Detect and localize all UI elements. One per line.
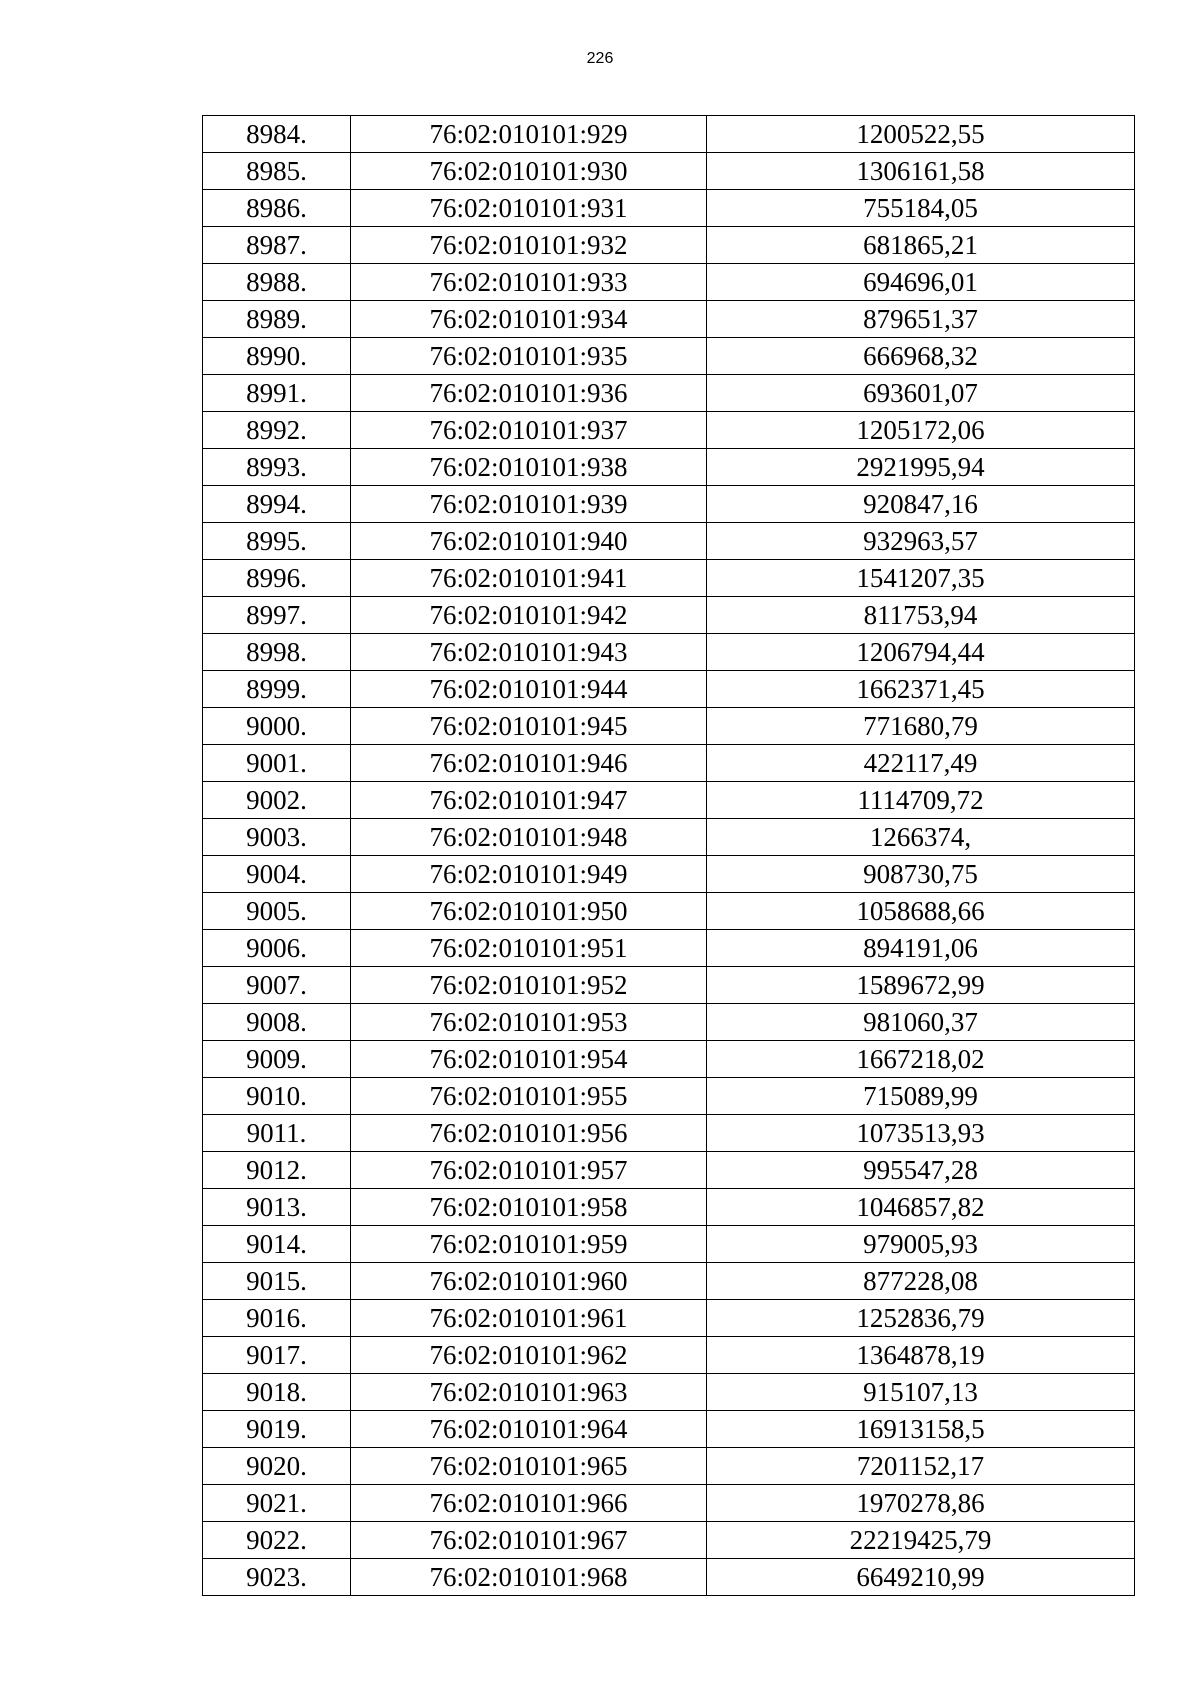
row-number-cell: 9004. <box>203 856 351 893</box>
row-number-cell: 9009. <box>203 1041 351 1078</box>
cadastral-value-cell: 1364878,19 <box>707 1337 1135 1374</box>
row-number-cell: 8992. <box>203 412 351 449</box>
row-number-cell: 9005. <box>203 893 351 930</box>
cadastral-number-cell: 76:02:010101:930 <box>351 153 707 190</box>
row-number-cell: 8990. <box>203 338 351 375</box>
table-row <box>203 1041 1135 1078</box>
table-row <box>203 1559 1135 1596</box>
row-number-cell: 9002. <box>203 782 351 819</box>
cadastral-value-cell: 1058688,66 <box>707 893 1135 930</box>
cadastral-number-cell: 76:02:010101:950 <box>351 893 707 930</box>
table-row <box>203 634 1135 671</box>
table-row <box>203 1300 1135 1337</box>
row-number-cell: 9018. <box>203 1374 351 1411</box>
row-number-cell: 8986. <box>203 190 351 227</box>
cadastral-value-cell: 1541207,35 <box>707 560 1135 597</box>
cadastral-value-cell: 995547,28 <box>707 1152 1135 1189</box>
cadastral-number-cell: 76:02:010101:937 <box>351 412 707 449</box>
cadastral-number-cell: 76:02:010101:942 <box>351 597 707 634</box>
table-row <box>203 264 1135 301</box>
table-row <box>203 1337 1135 1374</box>
cadastral-number-cell: 76:02:010101:960 <box>351 1263 707 1300</box>
table-row <box>203 856 1135 893</box>
row-number-cell: 8987. <box>203 227 351 264</box>
row-number-cell: 8993. <box>203 449 351 486</box>
row-number-cell: 9013. <box>203 1189 351 1226</box>
row-number-cell: 9019. <box>203 1411 351 1448</box>
cadastral-number-cell: 76:02:010101:932 <box>351 227 707 264</box>
table-row <box>203 116 1135 153</box>
table-row <box>203 153 1135 190</box>
cadastral-value-cell: 1114709,72 <box>707 782 1135 819</box>
cadastral-value-cell: 915107,13 <box>707 1374 1135 1411</box>
table-row <box>203 745 1135 782</box>
row-number-cell: 9022. <box>203 1522 351 1559</box>
cadastral-value-cell: 920847,16 <box>707 486 1135 523</box>
table-row <box>203 1522 1135 1559</box>
cadastral-number-cell: 76:02:010101:951 <box>351 930 707 967</box>
cadastral-value-cell: 1206794,44 <box>707 634 1135 671</box>
cadastral-value-cell: 7201152,17 <box>707 1448 1135 1485</box>
cadastral-value-cell: 1266374, <box>707 819 1135 856</box>
cadastral-number-cell: 76:02:010101:957 <box>351 1152 707 1189</box>
table-row <box>203 1004 1135 1041</box>
cadastral-number-cell: 76:02:010101:939 <box>351 486 707 523</box>
cadastral-value-cell: 1306161,58 <box>707 153 1135 190</box>
row-number-cell: 9023. <box>203 1559 351 1596</box>
cadastral-value-cell: 979005,93 <box>707 1226 1135 1263</box>
row-number-cell: 9001. <box>203 745 351 782</box>
row-number-cell: 8991. <box>203 375 351 412</box>
row-number-cell: 8985. <box>203 153 351 190</box>
cadastral-number-cell: 76:02:010101:947 <box>351 782 707 819</box>
cadastral-number-cell: 76:02:010101:935 <box>351 338 707 375</box>
row-number-cell: 9000. <box>203 708 351 745</box>
table-row <box>203 1448 1135 1485</box>
row-number-cell: 8999. <box>203 671 351 708</box>
cadastral-number-cell: 76:02:010101:941 <box>351 560 707 597</box>
row-number-cell: 9003. <box>203 819 351 856</box>
cadastral-number-cell: 76:02:010101:954 <box>351 1041 707 1078</box>
row-number-cell: 8984. <box>203 116 351 153</box>
cadastral-value-cell: 6649210,99 <box>707 1559 1135 1596</box>
table-row <box>203 597 1135 634</box>
cadastral-value-cell: 1046857,82 <box>707 1189 1135 1226</box>
cadastral-value-cell: 755184,05 <box>707 190 1135 227</box>
table-row <box>203 449 1135 486</box>
table-row <box>203 1226 1135 1263</box>
cadastral-value-cell: 694696,01 <box>707 264 1135 301</box>
cadastral-number-cell: 76:02:010101:956 <box>351 1115 707 1152</box>
row-number-cell: 8995. <box>203 523 351 560</box>
cadastral-number-cell: 76:02:010101:940 <box>351 523 707 560</box>
cadastral-value-cell: 1589672,99 <box>707 967 1135 1004</box>
table-row <box>203 338 1135 375</box>
table-row <box>203 671 1135 708</box>
cadastral-value-cell: 666968,32 <box>707 338 1135 375</box>
cadastral-number-cell: 76:02:010101:965 <box>351 1448 707 1485</box>
row-number-cell: 9015. <box>203 1263 351 1300</box>
row-number-cell: 8988. <box>203 264 351 301</box>
row-number-cell: 9006. <box>203 930 351 967</box>
cadastral-number-cell: 76:02:010101:936 <box>351 375 707 412</box>
cadastral-value-cell: 1252836,79 <box>707 1300 1135 1337</box>
cadastral-number-cell: 76:02:010101:945 <box>351 708 707 745</box>
cadastral-value-cell: 981060,37 <box>707 1004 1135 1041</box>
cadastral-number-cell: 76:02:010101:946 <box>351 745 707 782</box>
row-number-cell: 8994. <box>203 486 351 523</box>
cadastral-number-cell: 76:02:010101:967 <box>351 1522 707 1559</box>
page-number: 226 <box>586 50 614 67</box>
cadastral-value-cell: 16913158,5 <box>707 1411 1135 1448</box>
cadastral-number-cell: 76:02:010101:959 <box>351 1226 707 1263</box>
cadastral-number-cell: 76:02:010101:955 <box>351 1078 707 1115</box>
cadastral-value-cell: 1073513,93 <box>707 1115 1135 1152</box>
cadastral-value-cell: 1205172,06 <box>707 412 1135 449</box>
cadastral-number-cell: 76:02:010101:961 <box>351 1300 707 1337</box>
cadastral-number-cell: 76:02:010101:966 <box>351 1485 707 1522</box>
table-row <box>203 523 1135 560</box>
table-row <box>203 375 1135 412</box>
cadastral-value-cell: 715089,99 <box>707 1078 1135 1115</box>
row-number-cell: 9007. <box>203 967 351 1004</box>
cadastral-number-cell: 76:02:010101:948 <box>351 819 707 856</box>
cadastral-number-cell: 76:02:010101:958 <box>351 1189 707 1226</box>
cadastral-value-cell: 681865,21 <box>707 227 1135 264</box>
cadastral-value-cell: 877228,08 <box>707 1263 1135 1300</box>
cadastral-number-cell: 76:02:010101:963 <box>351 1374 707 1411</box>
row-number-cell: 9011. <box>203 1115 351 1152</box>
cadastral-value-cell: 22219425,79 <box>707 1522 1135 1559</box>
row-number-cell: 8998. <box>203 634 351 671</box>
row-number-cell: 9017. <box>203 1337 351 1374</box>
cadastral-value-cell: 908730,75 <box>707 856 1135 893</box>
cadastral-number-cell: 76:02:010101:931 <box>351 190 707 227</box>
table-row <box>203 1115 1135 1152</box>
cadastral-value-cell: 2921995,94 <box>707 449 1135 486</box>
cadastral-number-cell: 76:02:010101:952 <box>351 967 707 1004</box>
row-number-cell: 8997. <box>203 597 351 634</box>
cadastral-number-cell: 76:02:010101:949 <box>351 856 707 893</box>
table-row <box>203 560 1135 597</box>
table-row <box>203 486 1135 523</box>
table-row <box>203 190 1135 227</box>
row-number-cell: 9010. <box>203 1078 351 1115</box>
row-number-cell: 9014. <box>203 1226 351 1263</box>
row-number-cell: 9012. <box>203 1152 351 1189</box>
cadastral-number-cell: 76:02:010101:962 <box>351 1337 707 1374</box>
row-number-cell: 9008. <box>203 1004 351 1041</box>
table-row <box>203 412 1135 449</box>
row-number-cell: 9016. <box>203 1300 351 1337</box>
cadastral-value-cell: 1970278,86 <box>707 1485 1135 1522</box>
row-number-cell: 9020. <box>203 1448 351 1485</box>
cadastral-number-cell: 76:02:010101:943 <box>351 634 707 671</box>
table-row <box>203 930 1135 967</box>
table-row <box>203 1374 1135 1411</box>
table-row <box>203 893 1135 930</box>
table-row <box>203 1152 1135 1189</box>
cadastral-number-cell: 76:02:010101:933 <box>351 264 707 301</box>
table-row <box>203 227 1135 264</box>
cadastral-value-cell: 811753,94 <box>707 597 1135 634</box>
cadastral-number-cell: 76:02:010101:929 <box>351 116 707 153</box>
cadastral-value-cell: 894191,06 <box>707 930 1135 967</box>
table-row <box>203 967 1135 1004</box>
row-number-cell: 9021. <box>203 1485 351 1522</box>
table-row <box>203 1411 1135 1448</box>
cadastral-value-cell: 1667218,02 <box>707 1041 1135 1078</box>
cadastral-number-cell: 76:02:010101:953 <box>351 1004 707 1041</box>
table-row <box>203 819 1135 856</box>
table-row <box>203 1485 1135 1522</box>
table-row <box>203 1078 1135 1115</box>
cadastral-value-table <box>202 115 1135 1596</box>
cadastral-number-cell: 76:02:010101:938 <box>351 449 707 486</box>
table-row <box>203 1263 1135 1300</box>
cadastral-value-cell: 1200522,55 <box>707 116 1135 153</box>
cadastral-number-cell: 76:02:010101:934 <box>351 301 707 338</box>
cadastral-number-cell: 76:02:010101:964 <box>351 1411 707 1448</box>
cadastral-value-cell: 1662371,45 <box>707 671 1135 708</box>
table-body <box>203 116 1135 1596</box>
cadastral-value-cell: 879651,37 <box>707 301 1135 338</box>
table-row <box>203 1189 1135 1226</box>
cadastral-number-cell: 76:02:010101:968 <box>351 1559 707 1596</box>
cadastral-value-cell: 932963,57 <box>707 523 1135 560</box>
cadastral-value-cell: 771680,79 <box>707 708 1135 745</box>
row-number-cell: 8996. <box>203 560 351 597</box>
table-row <box>203 708 1135 745</box>
cadastral-value-cell: 693601,07 <box>707 375 1135 412</box>
table-row <box>203 301 1135 338</box>
table-row <box>203 782 1135 819</box>
cadastral-value-cell: 422117,49 <box>707 745 1135 782</box>
cadastral-number-cell: 76:02:010101:944 <box>351 671 707 708</box>
row-number-cell: 8989. <box>203 301 351 338</box>
